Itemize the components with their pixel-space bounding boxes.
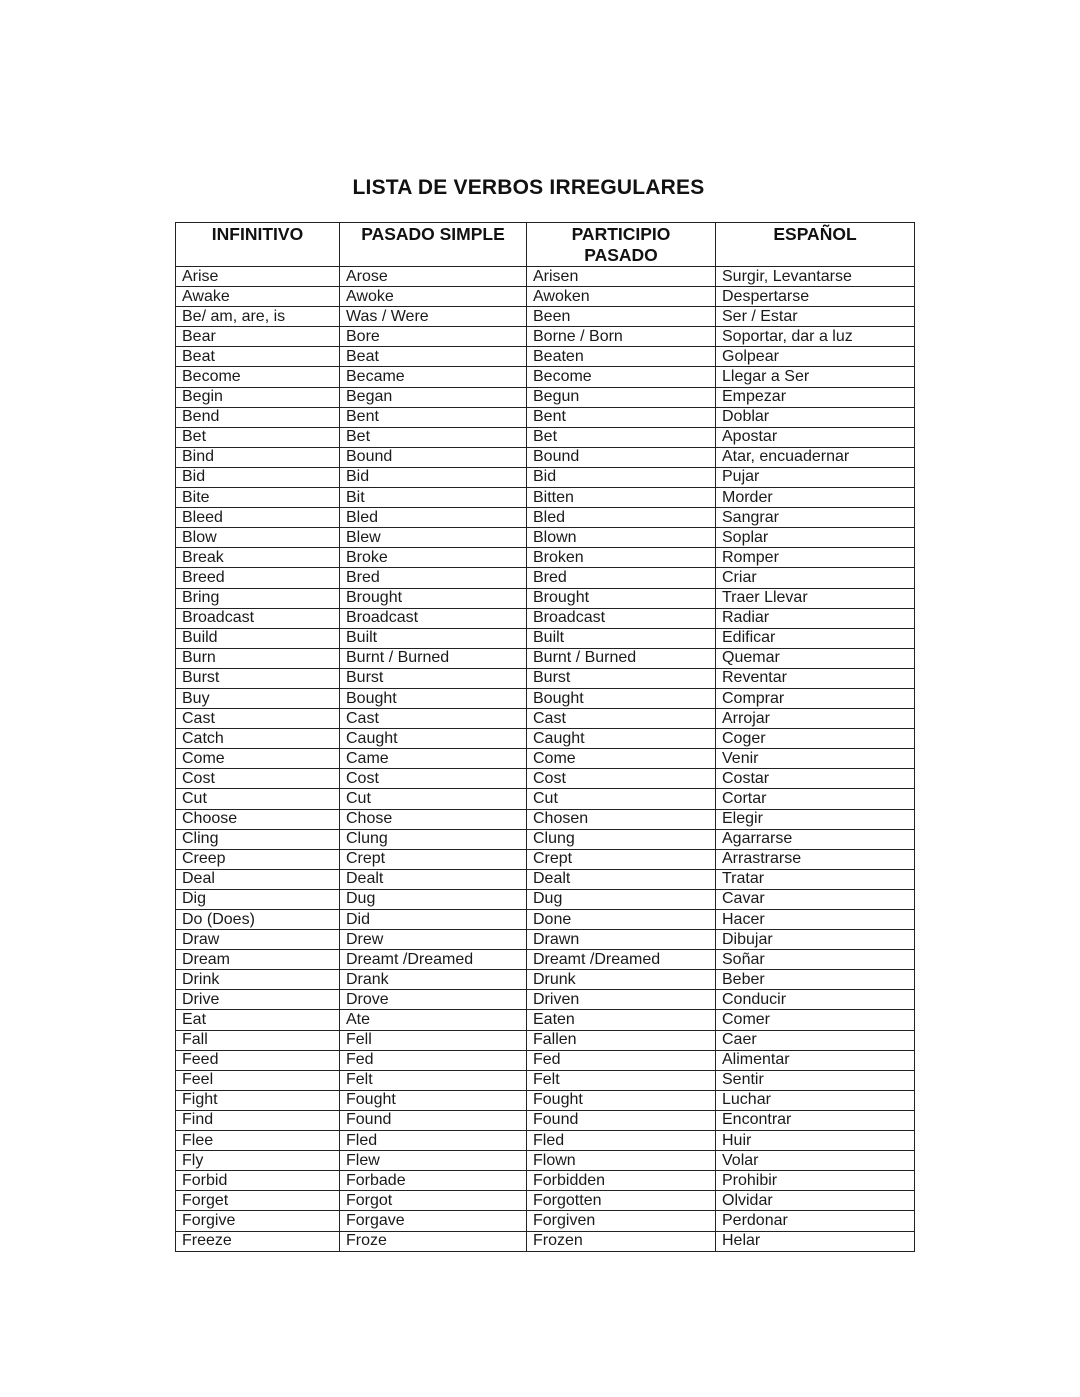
espanol-cell: Costar [716,769,915,789]
participio-pasado-cell: Come [527,749,716,769]
table-row [176,950,915,970]
table-row [176,467,915,487]
pasado-simple-cell: Bent [340,407,527,427]
table-row [176,1030,915,1050]
table-row [176,809,915,829]
table-row [176,749,915,769]
infinitivo-cell: Blow [176,528,340,548]
espanol-cell: Traer Llevar [716,588,915,608]
header-espanol: ESPAÑOL [716,223,915,267]
espanol-cell: Olvidar [716,1191,915,1211]
table-row [176,1171,915,1191]
espanol-cell: Apostar [716,427,915,447]
espanol-cell: Helar [716,1231,915,1251]
table-header [176,223,915,267]
pasado-simple-cell: Burst [340,668,527,688]
espanol-cell: Surgir, Levantarse [716,267,915,287]
espanol-cell: Perdonar [716,1211,915,1231]
participio-pasado-cell: Eaten [527,1010,716,1030]
infinitivo-cell: Bind [176,447,340,467]
infinitivo-cell: Cost [176,769,340,789]
pasado-simple-cell: Cast [340,709,527,729]
pasado-simple-cell: Froze [340,1231,527,1251]
participio-pasado-cell: Bred [527,568,716,588]
participio-pasado-cell: Caught [527,729,716,749]
infinitivo-cell: Break [176,548,340,568]
infinitivo-cell: Drive [176,990,340,1010]
pasado-simple-cell: Did [340,910,527,930]
infinitivo-cell: Cut [176,789,340,809]
participio-pasado-cell: Cast [527,709,716,729]
espanol-cell: Tratar [716,869,915,889]
participio-pasado-cell: Beaten [527,347,716,367]
participio-pasado-cell: Driven [527,990,716,1010]
espanol-cell: Atar, encuadernar [716,447,915,467]
table-row [176,849,915,869]
table-row [176,1131,915,1151]
participio-pasado-cell: Broadcast [527,608,716,628]
infinitivo-cell: Arise [176,267,340,287]
espanol-cell: Agarrarse [716,829,915,849]
infinitivo-cell: Breed [176,568,340,588]
infinitivo-cell: Awake [176,287,340,307]
infinitivo-cell: Forget [176,1191,340,1211]
participio-pasado-cell: Borne / Born [527,327,716,347]
table-row [176,668,915,688]
table-row [176,910,915,930]
pasado-simple-cell: Found [340,1110,527,1130]
participio-pasado-cell: Forbidden [527,1171,716,1191]
participio-pasado-cell: Become [527,367,716,387]
participio-pasado-cell: Drawn [527,930,716,950]
participio-pasado-cell: Crept [527,849,716,869]
table-row [176,829,915,849]
participio-pasado-cell: Drunk [527,970,716,990]
infinitivo-cell: Broadcast [176,608,340,628]
espanol-cell: Venir [716,749,915,769]
espanol-cell: Alimentar [716,1050,915,1070]
table-row [176,688,915,708]
infinitivo-cell: Bid [176,467,340,487]
table-row [176,568,915,588]
infinitivo-cell: Burn [176,648,340,668]
espanol-cell: Despertarse [716,287,915,307]
pasado-simple-cell: Bound [340,447,527,467]
espanol-cell: Romper [716,548,915,568]
infinitivo-cell: Fall [176,1030,340,1050]
pasado-simple-cell: Chose [340,809,527,829]
participio-pasado-cell: Bet [527,427,716,447]
participio-pasado-cell: Frozen [527,1231,716,1251]
espanol-cell: Arrojar [716,709,915,729]
infinitivo-cell: Beat [176,347,340,367]
table-row [176,528,915,548]
header-participio-line1: PARTICIPIO [571,224,671,244]
pasado-simple-cell: Blew [340,528,527,548]
table-row [176,709,915,729]
espanol-cell: Comer [716,1010,915,1030]
table-row [176,407,915,427]
pasado-simple-cell: Became [340,367,527,387]
participio-pasado-cell: Flown [527,1151,716,1171]
table-row [176,1110,915,1130]
infinitivo-cell: Cast [176,709,340,729]
pasado-simple-cell: Fed [340,1050,527,1070]
pasado-simple-cell: Flew [340,1151,527,1171]
table-row [176,548,915,568]
participio-pasado-cell: Cut [527,789,716,809]
infinitivo-cell: Bleed [176,508,340,528]
espanol-cell: Dibujar [716,930,915,950]
pasado-simple-cell: Fought [340,1090,527,1110]
table-row [176,1211,915,1231]
espanol-cell: Volar [716,1151,915,1171]
espanol-cell: Encontrar [716,1110,915,1130]
participio-pasado-cell: Begun [527,387,716,407]
infinitivo-cell: Dream [176,950,340,970]
pasado-simple-cell: Broke [340,548,527,568]
espanol-cell: Sangrar [716,508,915,528]
espanol-cell: Soñar [716,950,915,970]
pasado-simple-cell: Bred [340,568,527,588]
participio-pasado-cell: Burst [527,668,716,688]
participio-pasado-cell: Bent [527,407,716,427]
infinitivo-cell: Bring [176,588,340,608]
table-row [176,1010,915,1030]
table-row [176,488,915,508]
espanol-cell: Morder [716,488,915,508]
infinitivo-cell: Be/ am, are, is [176,307,340,327]
table-row [176,970,915,990]
infinitivo-cell: Drink [176,970,340,990]
header-participio-pasado [527,223,716,267]
table-row [176,367,915,387]
infinitivo-cell: Deal [176,869,340,889]
infinitivo-cell: Feed [176,1050,340,1070]
participio-pasado-cell: Dug [527,889,716,909]
pasado-simple-cell: Bid [340,467,527,487]
pasado-simple-cell: Crept [340,849,527,869]
espanol-cell: Sentir [716,1070,915,1090]
pasado-simple-cell: Felt [340,1070,527,1090]
espanol-cell: Criar [716,568,915,588]
participio-pasado-cell: Fought [527,1090,716,1110]
participio-pasado-cell: Felt [527,1070,716,1090]
participio-pasado-cell: Arisen [527,267,716,287]
table-row [176,1231,915,1251]
espanol-cell: Arrastrarse [716,849,915,869]
table-row [176,990,915,1010]
table-row [176,588,915,608]
espanol-cell: Quemar [716,648,915,668]
pasado-simple-cell: Fled [340,1131,527,1151]
header-pasado-simple: PASADO SIMPLE [340,223,527,267]
table-row [176,769,915,789]
participio-pasado-cell: Chosen [527,809,716,829]
pasado-simple-cell: Dreamt /Dreamed [340,950,527,970]
espanol-cell: Empezar [716,387,915,407]
participio-pasado-cell: Bled [527,508,716,528]
table-row [176,307,915,327]
table-row [176,387,915,407]
participio-pasado-cell: Found [527,1110,716,1130]
pasado-simple-cell: Was / Were [340,307,527,327]
participio-pasado-cell: Broken [527,548,716,568]
espanol-cell: Llegar a Ser [716,367,915,387]
page-title: LISTA DE VERBOS IRREGULARES [352,176,705,199]
header-row [176,223,915,267]
pasado-simple-cell: Forgot [340,1191,527,1211]
pasado-simple-cell: Bet [340,427,527,447]
participio-pasado-cell: Done [527,910,716,930]
verb-table [175,222,915,1252]
infinitivo-cell: Fight [176,1090,340,1110]
participio-pasado-cell: Brought [527,588,716,608]
infinitivo-cell: Catch [176,729,340,749]
espanol-cell: Doblar [716,407,915,427]
participio-pasado-cell: Dreamt /Dreamed [527,950,716,970]
pasado-simple-cell: Forgave [340,1211,527,1231]
pasado-simple-cell: Bit [340,488,527,508]
header-infinitivo: INFINITIVO [176,223,340,267]
table-row [176,1050,915,1070]
espanol-cell: Coger [716,729,915,749]
pasado-simple-cell: Dealt [340,869,527,889]
pasado-simple-cell: Bought [340,688,527,708]
infinitivo-cell: Bend [176,407,340,427]
pasado-simple-cell: Cut [340,789,527,809]
espanol-cell: Beber [716,970,915,990]
pasado-simple-cell: Cost [340,769,527,789]
infinitivo-cell: Draw [176,930,340,950]
pasado-simple-cell: Arose [340,267,527,287]
infinitivo-cell: Buy [176,688,340,708]
espanol-cell: Edificar [716,628,915,648]
participio-pasado-cell: Fled [527,1131,716,1151]
pasado-simple-cell: Broadcast [340,608,527,628]
pasado-simple-cell: Beat [340,347,527,367]
participio-pasado-cell: Forgotten [527,1191,716,1211]
pasado-simple-cell: Drew [340,930,527,950]
espanol-cell: Prohibir [716,1171,915,1191]
espanol-cell: Soplar [716,528,915,548]
participio-pasado-cell: Fed [527,1050,716,1070]
espanol-cell: Elegir [716,809,915,829]
participio-pasado-cell: Forgiven [527,1211,716,1231]
participio-pasado-cell: Bound [527,447,716,467]
table-row [176,930,915,950]
infinitivo-cell: Flee [176,1131,340,1151]
pasado-simple-cell: Bled [340,508,527,528]
pasado-simple-cell: Came [340,749,527,769]
pasado-simple-cell: Fell [340,1030,527,1050]
participio-pasado-cell: Awoken [527,287,716,307]
pasado-simple-cell: Forbade [340,1171,527,1191]
infinitivo-cell: Bet [176,427,340,447]
participio-pasado-cell: Blown [527,528,716,548]
infinitivo-cell: Cling [176,829,340,849]
pasado-simple-cell: Ate [340,1010,527,1030]
espanol-cell: Hacer [716,910,915,930]
table-row [176,1151,915,1171]
participio-pasado-cell: Fallen [527,1030,716,1050]
pasado-simple-cell: Began [340,387,527,407]
infinitivo-cell: Do (Does) [176,910,340,930]
table-row [176,889,915,909]
header-participio-line2: PASADO [584,245,658,265]
infinitivo-cell: Bear [176,327,340,347]
table-row [176,789,915,809]
espanol-cell: Huir [716,1131,915,1151]
espanol-cell: Caer [716,1030,915,1050]
infinitivo-cell: Come [176,749,340,769]
infinitivo-cell: Become [176,367,340,387]
infinitivo-cell: Freeze [176,1231,340,1251]
pasado-simple-cell: Clung [340,829,527,849]
infinitivo-cell: Forbid [176,1171,340,1191]
espanol-cell: Comprar [716,688,915,708]
espanol-cell: Reventar [716,668,915,688]
participio-pasado-cell: Cost [527,769,716,789]
infinitivo-cell: Build [176,628,340,648]
espanol-cell: Radiar [716,608,915,628]
table-row [176,1090,915,1110]
table-row [176,648,915,668]
pasado-simple-cell: Bore [340,327,527,347]
infinitivo-cell: Feel [176,1070,340,1090]
participio-pasado-cell: Bitten [527,488,716,508]
pasado-simple-cell: Brought [340,588,527,608]
table-row [176,1191,915,1211]
pasado-simple-cell: Drank [340,970,527,990]
espanol-cell: Cortar [716,789,915,809]
table-row [176,447,915,467]
espanol-cell: Ser / Estar [716,307,915,327]
infinitivo-cell: Eat [176,1010,340,1030]
participio-pasado-cell: Dealt [527,869,716,889]
infinitivo-cell: Fly [176,1151,340,1171]
espanol-cell: Pujar [716,467,915,487]
table-row [176,628,915,648]
table-row [176,1070,915,1090]
pasado-simple-cell: Built [340,628,527,648]
infinitivo-cell: Choose [176,809,340,829]
table-row [176,427,915,447]
table-row [176,869,915,889]
pasado-simple-cell: Dug [340,889,527,909]
pasado-simple-cell: Caught [340,729,527,749]
table-row [176,327,915,347]
infinitivo-cell: Forgive [176,1211,340,1231]
espanol-cell: Golpear [716,347,915,367]
espanol-cell: Conducir [716,990,915,1010]
participio-pasado-cell: Clung [527,829,716,849]
pasado-simple-cell: Burnt / Burned [340,648,527,668]
pasado-simple-cell: Awoke [340,287,527,307]
table-body [176,267,915,1252]
infinitivo-cell: Creep [176,849,340,869]
table-row [176,508,915,528]
infinitivo-cell: Find [176,1110,340,1130]
infinitivo-cell: Dig [176,889,340,909]
table-row [176,729,915,749]
participio-pasado-cell: Built [527,628,716,648]
infinitivo-cell: Begin [176,387,340,407]
infinitivo-cell: Burst [176,668,340,688]
table-row [176,608,915,628]
espanol-cell: Cavar [716,889,915,909]
espanol-cell: Luchar [716,1090,915,1110]
espanol-cell: Soportar, dar a luz [716,327,915,347]
table-row [176,287,915,307]
infinitivo-cell: Bite [176,488,340,508]
participio-pasado-cell: Bought [527,688,716,708]
pasado-simple-cell: Drove [340,990,527,1010]
table-row [176,267,915,287]
participio-pasado-cell: Been [527,307,716,327]
participio-pasado-cell: Burnt / Burned [527,648,716,668]
participio-pasado-cell: Bid [527,467,716,487]
table-row [176,347,915,367]
